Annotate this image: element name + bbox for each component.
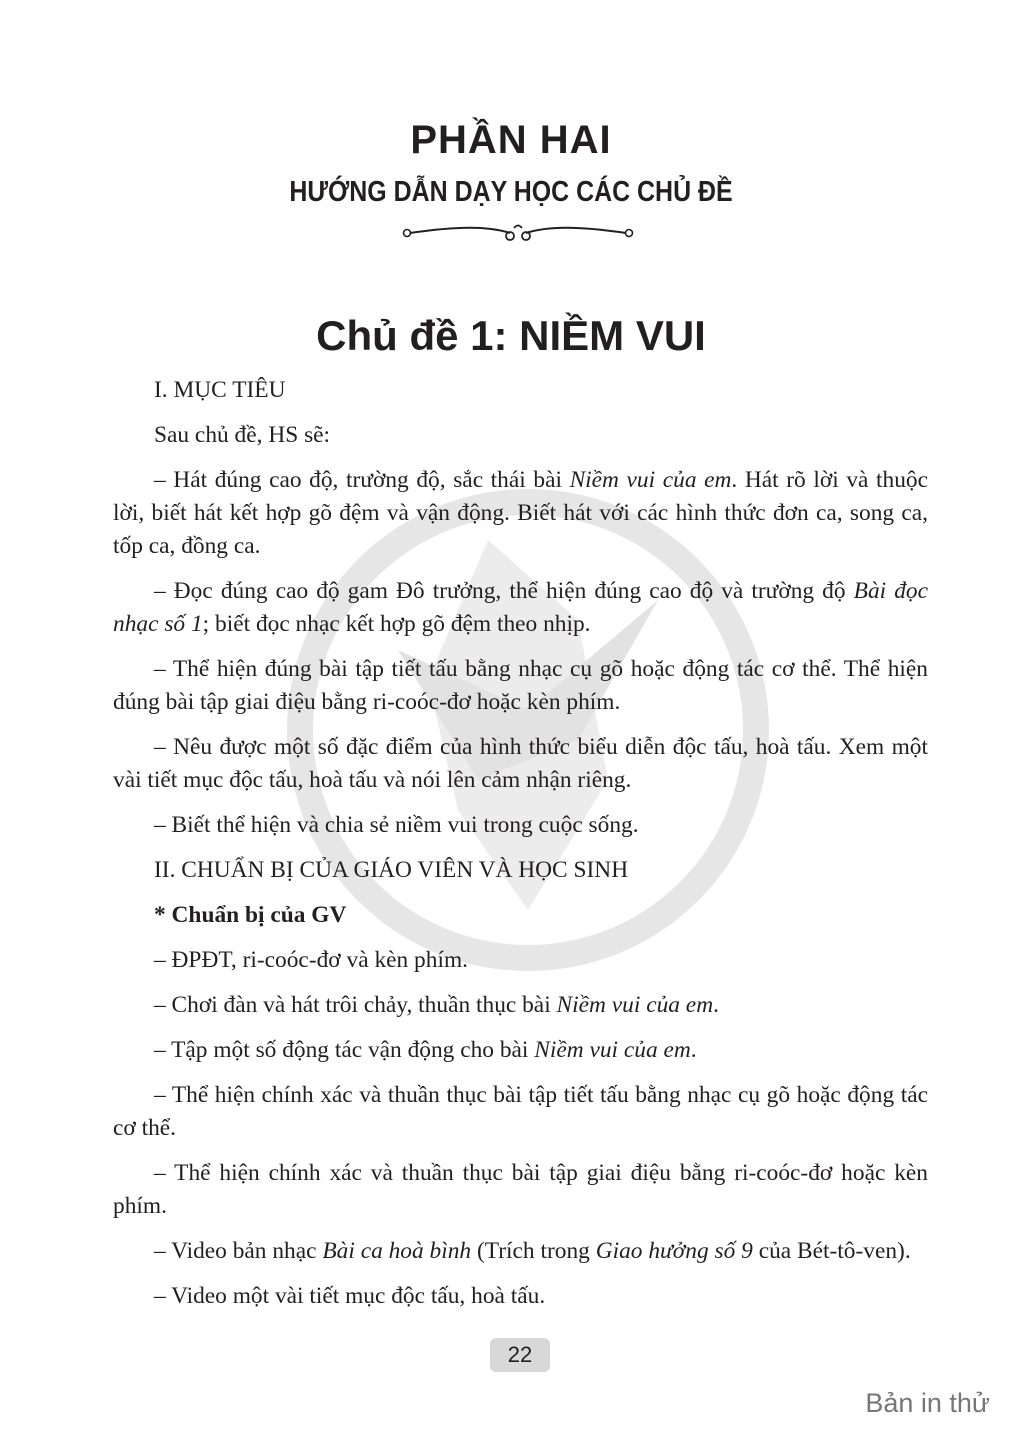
- prep-item: – Video bản nhạc Bài ca hoà bình (Trích trong Giao hưởng số 9 của Bét-tô-ven).: [154, 1238, 911, 1264]
- objective-item: – Biết thể hiện và chia sẻ niềm vui trong cuộc sống.: [154, 812, 639, 838]
- prep-item: – Chơi đàn và hát trôi chảy, thuần thục bài Niềm vui của em.: [154, 992, 719, 1018]
- body-text: [113, 374, 928, 1325]
- page-number: 22: [490, 1338, 550, 1372]
- decorative-divider: [398, 222, 638, 244]
- prep-item: – Tập một số động tác vận động cho bài Niềm vui của em.: [154, 1037, 697, 1063]
- objective-item: – Nêu được một số đặc điểm của hình thức biểu diễn độc tấu, hoà tấu. Xem một vài tiết mục độc tấu, hoà tấu và nói lên cảm nhận riêng.: [113, 734, 928, 793]
- teacher-prep-heading: * Chuẩn bị của GV: [154, 902, 347, 928]
- prep-item: – Thể hiện chính xác và thuần thục bài tập giai điệu bằng ri-coóc-đơ hoặc kèn phím.: [113, 1160, 928, 1219]
- objectives-heading: I. MỤC TIÊU: [154, 377, 286, 403]
- part-subtitle: HƯỚNG DẪN DẠY HỌC CÁC CHỦ ĐỀ: [289, 176, 733, 208]
- objective-item: – Đọc đúng cao độ gam Đô trưởng, thể hiện đúng cao độ và trường độ Bài đọc nhạc số 1; biết đọc nhạc kết hợp gõ đệm theo nhịp.: [113, 578, 928, 637]
- topic-title: Chủ đề 1: NIỀM VUI: [316, 312, 706, 359]
- objective-item: – Thể hiện đúng bài tập tiết tấu bằng nhạc cụ gõ hoặc động tác cơ thể. Thể hiện đúng bài tập giai điệu bằng ri-coóc-đơ hoặc kèn phím.: [113, 656, 928, 715]
- objectives-intro: Sau chủ đề, HS sẽ:: [154, 422, 331, 448]
- objective-item: – Hát đúng cao độ, trường độ, sắc thái bài Niềm vui của em. Hát rõ lời và thuộc lời, biết hát kết hợp gõ đệm và vận động. Biết hát với các hình thức đơn ca, song ca, tốp ca, đồng ca.: [113, 467, 928, 559]
- prep-item: – Thể hiện chính xác và thuần thục bài tập tiết tấu bằng nhạc cụ gõ hoặc động tác cơ thể.: [113, 1082, 928, 1141]
- prep-item: – Video một vài tiết mục độc tấu, hoà tấu.: [154, 1283, 546, 1309]
- prep-item: – ĐPĐT, ri-coóc-đơ và kèn phím.: [154, 947, 468, 973]
- part-title: PHẦN HAI: [410, 118, 612, 162]
- preparation-heading: II. CHUẨN BỊ CỦA GIÁO VIÊN VÀ HỌC SINH: [154, 857, 629, 883]
- draft-label: Bản in thử: [865, 1388, 990, 1418]
